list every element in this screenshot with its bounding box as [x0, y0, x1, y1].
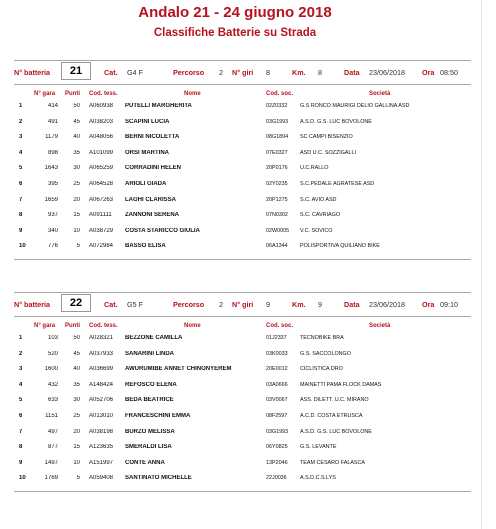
cell-punti: 30 — [73, 397, 80, 404]
table-row — [14, 116, 471, 130]
cell-cod: 07E0327 — [266, 149, 288, 156]
cell-tess: A038729 — [89, 227, 114, 234]
table-row — [14, 162, 471, 176]
cell-gara: 491 — [47, 118, 58, 125]
cell-soc: ASD U.C. SOZZIGALLI — [300, 149, 357, 156]
cell-soc: G.S RONCO MAURIGI DELIO GALLINA ASD — [300, 103, 410, 109]
cell-soc: S.C. CAVRIAGO — [300, 212, 341, 219]
cell-pos: 6 — [19, 413, 23, 419]
cell-tess: A048056 — [89, 134, 114, 141]
cell-pos: 9 — [19, 227, 23, 234]
column-header-tess: Cod. tess. — [89, 91, 118, 97]
divider — [14, 491, 471, 492]
cell-nome: AWURUMIBE ANNET CHINONYEREM — [125, 366, 232, 373]
cell-nome: PUTELLI MARGHERITA — [125, 103, 192, 109]
table-row — [14, 147, 471, 161]
table-row — [14, 209, 471, 223]
ora-label: Ora — [422, 68, 435, 77]
cell-tess: A028321 — [89, 335, 114, 341]
table-row — [14, 379, 471, 393]
cell-punti: 40 — [73, 134, 80, 141]
cell-gara: 1497 — [44, 459, 58, 466]
table-row — [14, 194, 471, 208]
cell-cod: 20P0176 — [266, 165, 288, 172]
cell-punti: 15 — [73, 212, 80, 219]
category-label: Cat. — [104, 68, 118, 77]
page-subtitle: Classifiche Batterie su Strada — [153, 27, 317, 39]
cell-tess: A037933 — [89, 350, 114, 357]
cell-nome: CONTE ANNA — [125, 459, 165, 466]
cell-nome: SANTINATO MICHELLE — [125, 475, 192, 482]
cell-cod: 03A0666 — [266, 381, 288, 388]
cell-tess: A038203 — [89, 118, 114, 125]
column-header-gara: N° gara — [34, 91, 56, 97]
table-row — [14, 441, 471, 455]
km-value: 8 — [318, 68, 322, 77]
cell-gara: 1769 — [44, 475, 58, 482]
category-label: Cat. — [104, 300, 118, 309]
cell-punti: 10 — [73, 227, 80, 234]
cell-pos: 7 — [19, 196, 23, 203]
cell-tess: A036699 — [89, 366, 114, 373]
cell-pos: 8 — [19, 212, 23, 219]
cell-cod: 03G1993 — [266, 118, 289, 125]
divider — [14, 84, 471, 85]
cell-punti: 45 — [73, 350, 80, 357]
page-title: Andalo 21 - 24 giugno 2018 — [138, 4, 332, 21]
data-label: Data — [344, 68, 360, 77]
cell-soc: G.S. LEVANTE — [300, 444, 337, 451]
cell-pos: 8 — [19, 444, 23, 451]
cell-punti: 25 — [73, 181, 80, 187]
cell-gara: 1643 — [44, 165, 58, 172]
cell-soc: TEAM CESARO FALASCA — [300, 459, 366, 466]
cell-punti: 10 — [73, 459, 80, 466]
column-header-gara: N° gara — [34, 323, 56, 329]
column-header-punti: Punti — [65, 91, 80, 97]
cell-nome: COSTA STARICCO GIULIA — [125, 227, 200, 234]
cell-tess: A064528 — [89, 181, 114, 187]
cell-cod: 02W0005 — [266, 227, 290, 234]
divider — [14, 259, 471, 260]
cell-cod: 01J2337 — [266, 335, 287, 341]
giri-value: 9 — [266, 300, 270, 309]
cell-tess: A067263 — [89, 196, 114, 203]
cell-gara: 432 — [47, 381, 58, 388]
cell-pos: 4 — [19, 149, 23, 156]
cell-nome: BURZO MELISSA — [125, 428, 175, 435]
cell-pos: 3 — [19, 134, 23, 141]
cell-soc: A.S.D. G.S. LUC BOVOLONE — [300, 428, 372, 435]
cell-gara: 497 — [47, 428, 58, 435]
table-row — [14, 131, 471, 145]
cell-soc: U.C.RALLO — [300, 165, 329, 172]
data-label: Data — [344, 300, 360, 309]
page-edge-line — [481, 0, 482, 529]
cell-pos: 9 — [19, 459, 23, 466]
batteria-label: N° batteria — [14, 300, 51, 309]
cell-gara: 395 — [47, 181, 58, 187]
cell-punti: 45 — [73, 118, 80, 125]
ora-label: Ora — [422, 300, 435, 309]
cell-tess: A148424 — [89, 381, 114, 388]
cell-nome: BEZZONE CAMILLA — [125, 335, 183, 341]
cell-soc: S.C.PEDALE AGRATESE ASD — [300, 181, 375, 187]
cell-cod: 07N0302 — [266, 212, 288, 219]
cell-gara: 776 — [47, 243, 58, 250]
cell-cod: 06A1344 — [266, 243, 288, 250]
cell-tess: A013010 — [89, 413, 114, 419]
cell-tess: A038198 — [89, 428, 114, 435]
column-header-nome: Nome — [184, 323, 201, 329]
column-header-soc: Società — [369, 91, 391, 97]
cell-cod: 03V0067 — [266, 397, 288, 404]
ora-value: 09:10 — [440, 300, 458, 309]
column-header-nome: Nome — [184, 91, 201, 97]
table-row — [14, 225, 471, 239]
cell-cod: 03G1993 — [266, 428, 289, 435]
cell-nome: FRANCESCHINI EMMA — [125, 413, 191, 419]
cell-gara: 1151 — [45, 413, 58, 419]
cell-pos: 4 — [19, 381, 23, 388]
cell-pos: 1 — [19, 335, 23, 341]
cell-nome: SMERALDI LISA — [125, 444, 172, 451]
table-row — [14, 363, 471, 377]
column-header-soc: Società — [369, 323, 391, 329]
cell-soc: V.C. SOVICO — [300, 227, 333, 234]
column-header-cod: Cod. soc. — [266, 91, 294, 97]
cell-gara: 520 — [47, 350, 58, 357]
table-row — [14, 426, 471, 440]
km-label: Km. — [292, 68, 306, 77]
column-header-tess: Cod. tess. — [89, 323, 118, 329]
cell-tess: A059408 — [89, 475, 114, 482]
percorso-label: Percorso — [173, 300, 205, 309]
data-value: 23/06/2018 — [369, 68, 405, 77]
cell-soc: G.S. SACCOLONGO — [300, 350, 351, 357]
cell-tess: A151997 — [89, 459, 114, 466]
cell-nome: REFOSCO ELENA — [125, 381, 177, 388]
cell-cod: 20P1275 — [266, 196, 288, 203]
cell-soc: ASS. DILETT. U.C. MIRANO — [300, 397, 369, 404]
cell-punti: 40 — [73, 366, 80, 373]
cell-nome: ZANNONI SERENA — [125, 212, 180, 219]
cell-soc: MAINETTI PAMA FLOCK DAMAS — [300, 381, 382, 388]
cell-soc: S.C. AVIO ASD — [300, 196, 337, 203]
cell-tess: A091111 — [89, 212, 112, 219]
cell-gara: 340 — [47, 227, 58, 234]
cell-pos: 5 — [19, 165, 23, 172]
cell-soc: POLISPORTIVA QUILIANO BIKE — [300, 243, 380, 250]
km-label: Km. — [292, 300, 306, 309]
cell-gara: 103 — [47, 335, 58, 341]
cell-punti: 5 — [76, 475, 80, 482]
category-value: G5 F — [127, 300, 143, 309]
cell-gara: 1600 — [44, 366, 58, 373]
cell-nome: ARIOLI GIADA — [125, 181, 167, 187]
table-row — [14, 240, 471, 254]
batteria-block — [14, 292, 471, 492]
cell-cod: 20E0012 — [266, 366, 288, 373]
giri-label: N° giri — [232, 300, 254, 309]
cell-cod: 06Y0825 — [266, 444, 288, 451]
table-row — [14, 332, 471, 346]
cell-tess: A072984 — [89, 243, 114, 250]
cell-punti: 20 — [73, 428, 80, 435]
table-row — [14, 178, 471, 192]
percorso-value: 2 — [219, 68, 223, 77]
cell-soc: A.S.D.C.S.LYS — [300, 475, 336, 482]
cell-tess: A065259 — [89, 165, 114, 172]
cell-gara: 414 — [47, 103, 58, 109]
cell-soc: A.S.D. G.S. LUC BOVOLONE — [300, 118, 372, 125]
cell-nome: BEDA BEATRICE — [125, 397, 174, 404]
batteria-block — [14, 60, 471, 260]
cell-pos: 5 — [19, 397, 23, 404]
cell-pos: 6 — [19, 181, 23, 187]
cell-punti: 35 — [73, 149, 80, 156]
table-row — [14, 394, 471, 408]
cell-soc: TECNOBIKE BRA — [300, 335, 344, 341]
km-value: 9 — [318, 300, 322, 309]
cell-cod: 02Y0235 — [266, 181, 288, 187]
cell-cod: 08G1894 — [266, 134, 289, 141]
table-row — [14, 348, 471, 362]
table-row — [14, 100, 471, 114]
giri-label: N° giri — [232, 68, 254, 77]
cell-cod: 13P2046 — [266, 459, 288, 466]
cell-tess: A101099 — [89, 149, 114, 156]
cell-nome: ORSI MARTINA — [125, 149, 169, 156]
data-value: 23/06/2018 — [369, 300, 405, 309]
percorso-value: 2 — [219, 300, 223, 309]
divider — [14, 316, 471, 317]
batteria-info-bar — [14, 61, 471, 85]
table-row — [14, 410, 471, 424]
batteria-label: N° batteria — [14, 68, 51, 77]
cell-nome: SCAPINI LUCIA — [125, 118, 170, 125]
cell-nome: BERNI NICOLETTA — [125, 134, 180, 141]
cell-pos: 2 — [19, 350, 23, 357]
cell-pos: 1 — [19, 103, 23, 109]
cell-cod: 03K0033 — [266, 350, 288, 357]
ora-value: 08:50 — [440, 68, 458, 77]
cell-punti: 50 — [73, 335, 80, 341]
cell-pos: 2 — [19, 118, 23, 125]
cell-cod: 02Z0332 — [266, 103, 288, 109]
cell-nome: BASSO ELISA — [125, 243, 166, 250]
cell-soc: SC CAMPI BISENZIO — [300, 134, 353, 141]
cell-punti: 20 — [73, 196, 80, 203]
table-row — [14, 472, 471, 486]
cell-pos: 10 — [19, 243, 26, 250]
cell-gara: 937 — [47, 212, 58, 219]
cell-punti: 25 — [73, 413, 80, 419]
cell-gara: 1179 — [45, 134, 58, 141]
cell-punti: 30 — [73, 165, 80, 172]
cell-pos: 7 — [19, 428, 23, 435]
cell-gara: 1659 — [44, 196, 58, 203]
cell-tess: A123635 — [89, 444, 114, 451]
cell-cod: 08F2597 — [266, 413, 288, 419]
cell-punti: 50 — [73, 103, 80, 109]
cell-soc: CICLISTICA DRO — [300, 366, 343, 373]
column-header-punti: Punti — [65, 323, 80, 329]
cell-gara: 877 — [47, 444, 58, 451]
cell-pos: 3 — [19, 366, 23, 373]
cell-pos: 10 — [19, 475, 26, 482]
cell-soc: A.C.D. COSTA ETRUSCA — [300, 413, 363, 419]
cell-tess: A060938 — [89, 103, 114, 109]
cell-gara: 633 — [47, 397, 58, 404]
column-header-cod: Cod. soc. — [266, 323, 294, 329]
cell-cod: 22J0036 — [266, 475, 287, 482]
batteria-number: 22 — [61, 294, 91, 312]
percorso-label: Percorso — [173, 68, 205, 77]
cell-punti: 15 — [73, 444, 80, 451]
cell-tess: A052706 — [89, 397, 114, 404]
batteria-info-bar — [14, 293, 471, 317]
category-value: G4 F — [127, 68, 143, 77]
cell-punti: 35 — [73, 381, 80, 388]
batteria-number: 21 — [61, 62, 91, 80]
giri-value: 8 — [266, 68, 270, 77]
cell-nome: CORRADINI HELEN — [125, 165, 182, 172]
cell-gara: 898 — [47, 149, 58, 156]
cell-nome: SANARINI LINDA — [125, 350, 174, 357]
table-row — [14, 457, 471, 471]
cell-punti: 5 — [76, 243, 80, 250]
cell-nome: LAGHI CLARISSA — [125, 196, 176, 203]
